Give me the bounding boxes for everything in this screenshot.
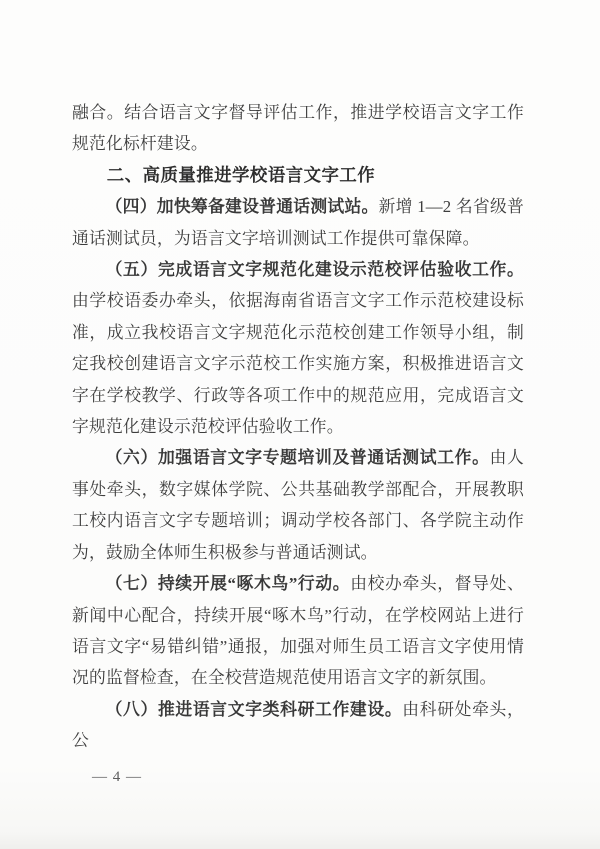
paragraph-continuation-text: 融合。结合语言文字督导评估工作，推进学校语言文字工作规范化标杆建设。 [72,103,524,154]
paragraph-body: 由科研处牵头，公 [72,699,524,751]
paragraph-lead: （四）加快筹备建设普通话测试站。 [105,197,379,217]
paragraph-item-4 [72,191,524,254]
paragraph-lead: （八）推进语言文字类科研工作建设。 [105,699,403,719]
paragraph-lead: （六）加强语言文字专题培训及普通话测试工作。 [105,448,490,468]
paragraph-item-8 [72,694,524,757]
paragraph-body: 新增 1—2 名省级普通话测试员，为语言文字培训测试工作提供可靠保障。 [72,197,525,248]
paragraph-lead: （五）完成语言文字规范化建设示范校评估验收工作。 [105,260,524,280]
paragraph-lead: （七）持续开展“啄木鸟”行动。 [105,574,351,594]
paragraph-item-6 [72,442,524,568]
page-number: — 4 — [92,769,142,785]
paragraph-body: 由学校语委办牵头，依据海南省语言文字工作示范校建设标准，成立我校语言文字规范化示范校创建工作领导小组，制定我校创建语言文字示范校工作实施方案，积极推进语言文字在学校教学、行政等各项工作中的规范应用，完成语言文字规范化建设示范校评估验收工作。 [72,291,524,437]
paragraph-item-5 [72,254,524,442]
paragraph-body: 由人事处牵头，数字媒体学院、公共基础教学部配合，开展教职工校内语言文字专题培训；调动学校各部门、各学院主动作为，鼓励全体师生积极参与普通话测试。 [72,448,524,562]
document-content [72,97,524,757]
paragraph-continuation [72,97,524,160]
section-heading: 二、高质量推进学校语言文字工作 [106,164,376,185]
paragraph-body: 由校办牵头，督导处、新闻中心配合，持续开展“啄木鸟”行动，在学校网站上进行语言文字“易错纠错”通报，加强对师生员工语言文字使用情况的监督检查，在全校营造规范使用语言文字的新氛围。 [72,574,524,688]
paragraph-item-7 [72,568,524,694]
